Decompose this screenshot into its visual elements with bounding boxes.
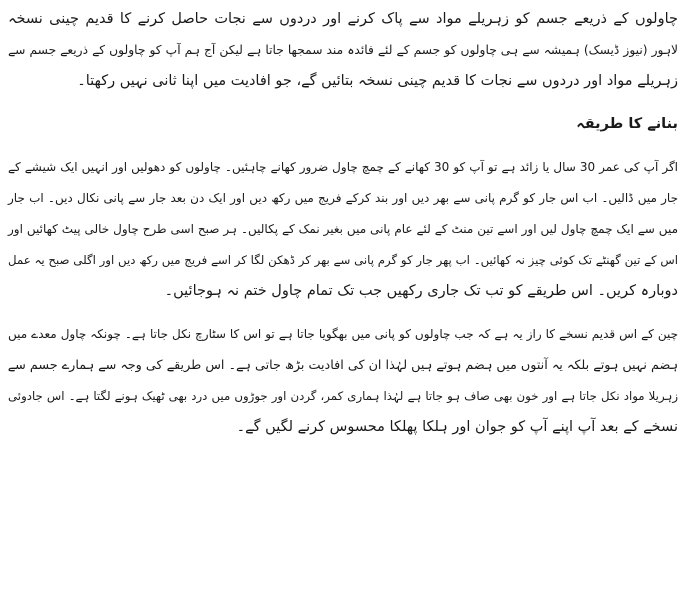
method-line: جار میں ڈالیں۔ اب اس جار کو گرم پانی سے بھر دیں اور بند کرکے فریج میں رکھ دیں اور ایک دن بعد جار سے پانی نکال دیں۔ اب جار <box>8 191 678 205</box>
method-heading: بنانے کا طریقہ <box>576 116 678 132</box>
intro-line: چاولوں کے ذریعے جسم کو زہریلے مواد سے پاک کرنے اور دردوں سے نجات حاصل کرنے کا قدیم چینی نسخہ <box>8 11 678 27</box>
explanation-line: چین کے اس قدیم نسخے کا راز یہ ہے کہ جب چاولوں کو پانی میں بھگویا جاتا ہے تو اس کا سٹارچ نکل جاتا ہے۔ چونکہ چاول معدے میں <box>8 327 678 341</box>
intro-line: لاہور (نیوز ڈیسک) ہمیشہ سے ہی چاولوں کو جسم کے لئے فائدہ مند سمجھا جاتا ہے لیکن آج ہم آپ کو چاولوں کے ذریعے جسم سے <box>8 43 678 57</box>
intro-line: زہریلے مواد اور دردوں سے نجات کا قدیم چینی نسخہ بتائیں گے، جو افادیت میں اپنا ثانی نہیں رکھتا۔ <box>77 73 678 89</box>
explanation-paragraph <box>8 319 678 443</box>
method-line: اس کے تین گھنٹے تک کوئی چیز نہ کھائیں۔ اب پھر جار کو گرم پانی سے بھر کر ڈھکن لگا کر اسے فریج میں رکھ دیں اور اگلی صبح یہ عمل <box>8 253 678 267</box>
explanation-line: زہریلا مواد نکل جاتا ہے اور خون بھی صاف ہو جاتا ہے لہٰذا ہماری کمر، گردن اور جوڑوں میں درد بھی ٹھیک ہونے لگتا ہے۔ اس جادوئی <box>8 389 678 403</box>
method-line: اگر آپ کی عمر 30 سال یا زائد ہے تو آپ کو 30 کھانے کے چمچ چاول ضرور کھانے چاہئیں۔ چاولوں کو دھولیں اور انہیں ایک شیشے کے <box>8 160 679 174</box>
explanation-line: ہضم نہیں ہوتے بلکہ یہ آنتوں میں ہضم ہوتے ہیں لہٰذا ان کی افادیت بڑھ جاتی ہے۔ اس طریقے کی وجہ سے ہمارے جسم سے <box>7 358 678 373</box>
method-line: دوبارہ کریں۔ اس طریقے کو تب تک جاری رکھیں جب تک تمام چاول ختم نہ ہوجائیں۔ <box>164 283 678 299</box>
explanation-line: نسخے کے بعد آپ اپنے آپ کو جوان اور ہلکا پھلکا محسوس کرنے لگیں گے۔ <box>236 419 678 435</box>
intro-paragraph <box>8 4 678 97</box>
method-paragraph <box>8 152 678 307</box>
method-line: میں سے ایک چمچ چاول لیں اور اسے تین منٹ کے لئے عام پانی میں بغیر نمک کے پکالیں۔ ہر صبح اسی طرح چاول خالی پیٹ کھائیں اور <box>8 222 678 236</box>
